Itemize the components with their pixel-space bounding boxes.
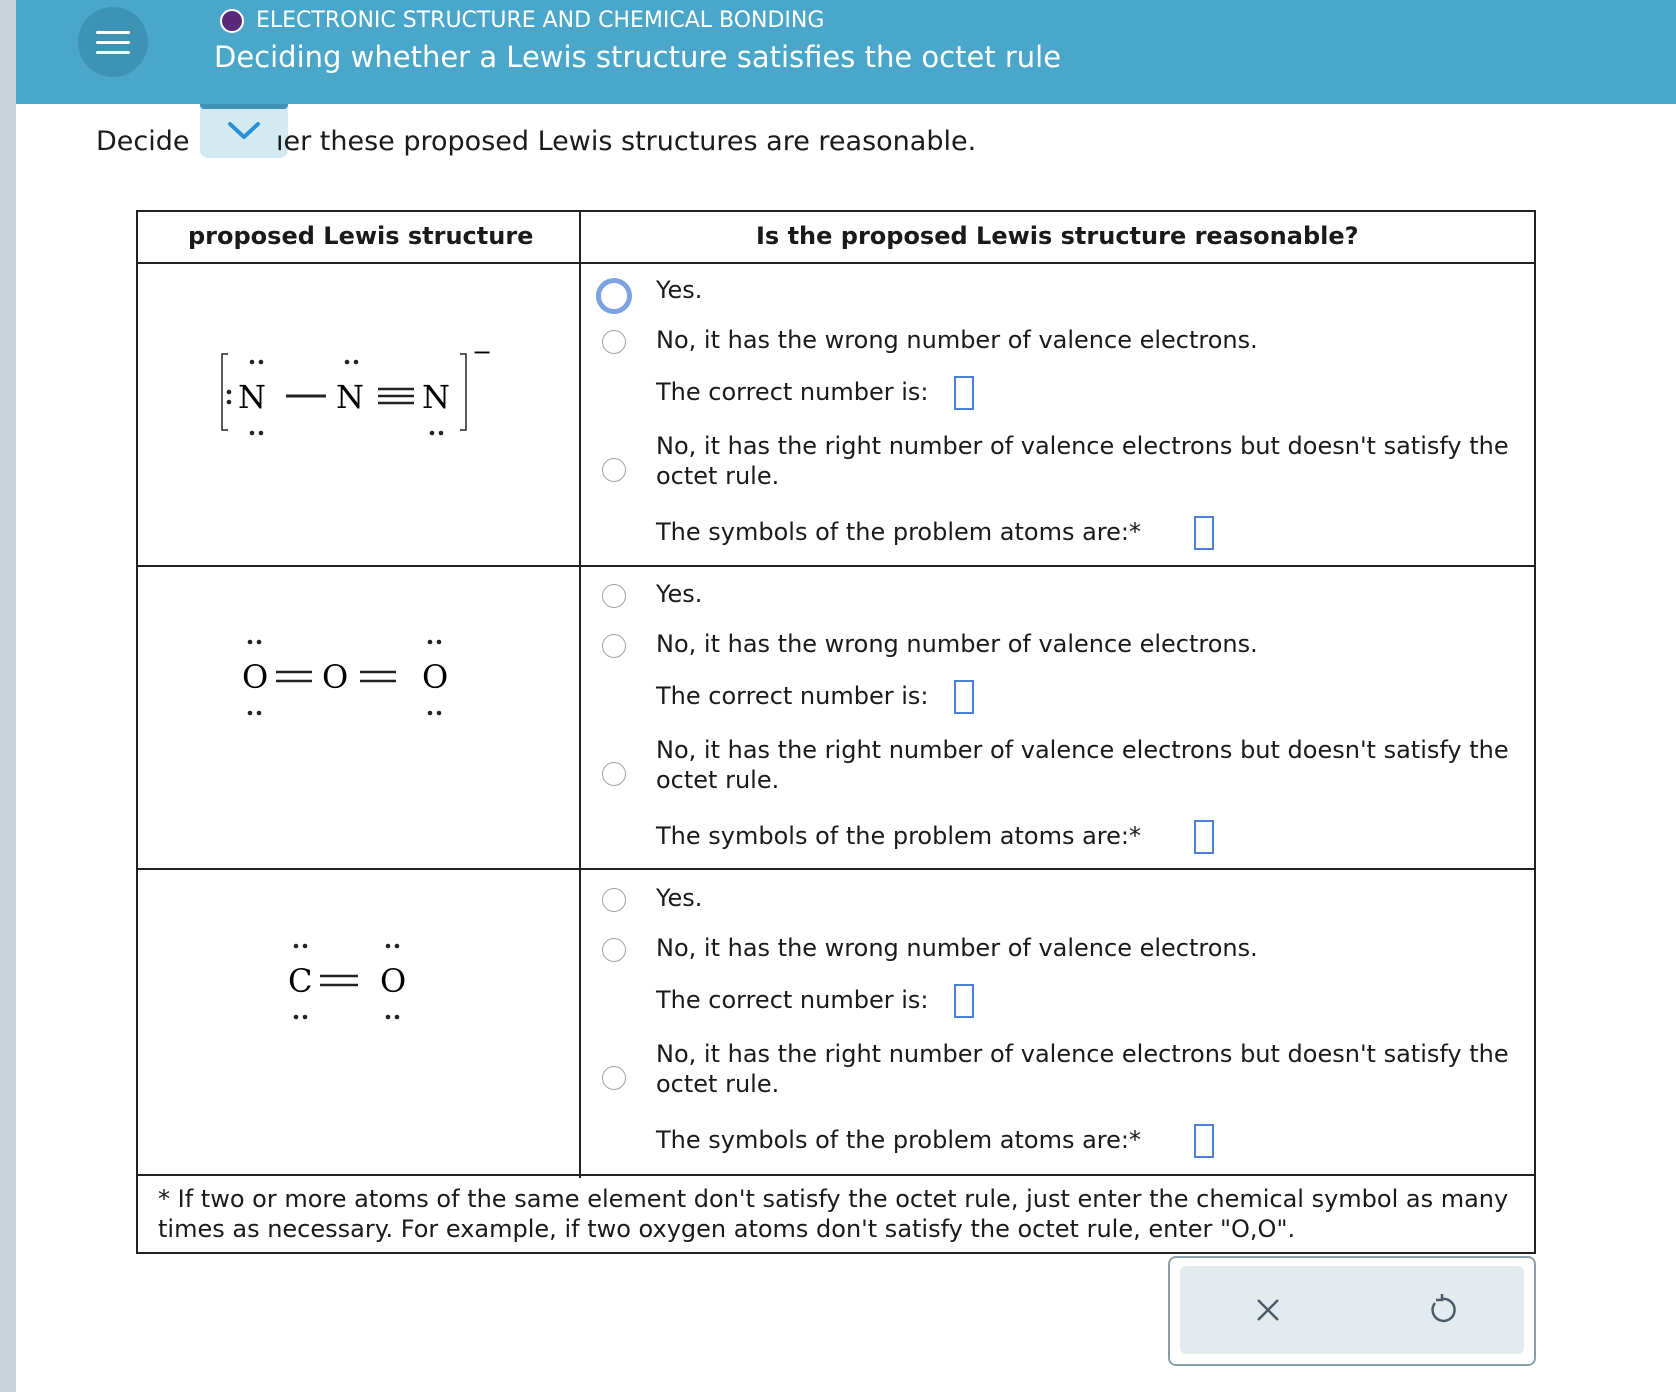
radio-yes-1[interactable] xyxy=(596,278,632,314)
atom-label: O xyxy=(380,962,407,1000)
option-wrong-label: No, it has the wrong number of valence electrons. xyxy=(656,934,1258,962)
atom-label: O xyxy=(322,658,349,696)
radio-right-2[interactable] xyxy=(602,762,626,786)
option-wrong-label: No, it has the wrong number of valence electrons. xyxy=(656,630,1258,658)
collapse-toggle-button[interactable] xyxy=(200,104,288,158)
correct-number-input-3[interactable] xyxy=(954,984,974,1018)
x-icon xyxy=(1250,1292,1286,1328)
page-title: Deciding whether a Lewis structure satisfies the octet rule xyxy=(214,40,1062,74)
option-right-label-cont: octet rule. xyxy=(656,462,780,490)
radio-yes-2[interactable] xyxy=(602,584,626,608)
problem-atoms-input-1[interactable] xyxy=(1194,516,1214,550)
atom-label: O xyxy=(422,658,449,696)
problem-atoms-label: The symbols of the problem atoms are:* xyxy=(656,822,1141,850)
problem-atoms-input-2[interactable] xyxy=(1194,820,1214,854)
radio-wrong-2[interactable] xyxy=(602,634,626,658)
menu-button[interactable] xyxy=(78,7,148,77)
problem-atoms-label: The symbols of the problem atoms are:* xyxy=(656,1126,1141,1154)
atom-label: O xyxy=(242,658,269,696)
undo-icon xyxy=(1424,1292,1460,1328)
option-yes-label: Yes. xyxy=(656,580,703,608)
lewis-table xyxy=(136,210,1536,1254)
option-right-label: No, it has the right number of valence electrons but doesn't satisfy the xyxy=(656,1040,1509,1068)
radio-wrong-3[interactable] xyxy=(602,938,626,962)
problem-atoms-input-3[interactable] xyxy=(1194,1124,1214,1158)
menu-icon xyxy=(96,31,130,34)
option-wrong-label: No, it has the wrong number of valence electrons. xyxy=(656,326,1258,354)
charge-label: − xyxy=(472,338,493,366)
column-header-reasonable: Is the proposed Lewis structure reasonable? xyxy=(756,222,1359,250)
correct-number-input-2[interactable] xyxy=(954,680,974,714)
radio-wrong-1[interactable] xyxy=(602,330,626,354)
option-right-label: No, it has the right number of valence electrons but doesn't satisfy the xyxy=(656,736,1509,764)
clear-button[interactable] xyxy=(1250,1292,1286,1328)
radio-yes-3[interactable] xyxy=(602,888,626,912)
option-right-label: No, it has the right number of valence electrons but doesn't satisfy the xyxy=(656,432,1509,460)
lewis-structure-co xyxy=(284,936,444,1056)
topic-label: ELECTRONIC STRUCTURE AND CHEMICAL BONDING xyxy=(256,8,825,33)
atom-label: N xyxy=(422,378,450,416)
radio-right-1[interactable] xyxy=(602,458,626,482)
chevron-down-icon xyxy=(224,120,264,142)
footnote: * If two or more atoms of the same element don't satisfy the octet rule, just enter the chemical symbol as many times as necessary. For example, if two oxygen atoms don't satisfy the octet rule, enter "O,O". xyxy=(158,1185,1509,1243)
undo-button[interactable] xyxy=(1424,1292,1460,1328)
answer-tools-panel xyxy=(1168,1256,1536,1366)
atom-label: C xyxy=(288,962,313,1000)
option-yes-label: Yes. xyxy=(656,884,703,912)
left-edge-bar xyxy=(0,0,16,1392)
problem-atoms-label: The symbols of the problem atoms are:* xyxy=(656,518,1141,546)
topic-status-icon xyxy=(220,9,244,33)
correct-number-label: The correct number is: xyxy=(656,986,929,1014)
correct-number-label: The correct number is: xyxy=(656,682,929,710)
radio-right-3[interactable] xyxy=(602,1066,626,1090)
lewis-structure-o3 xyxy=(236,632,476,752)
option-yes-label: Yes. xyxy=(656,276,703,304)
header-bar xyxy=(16,0,1676,104)
option-right-label-cont: octet rule. xyxy=(656,1070,780,1098)
atom-label: N xyxy=(238,378,266,416)
option-right-label-cont: octet rule. xyxy=(656,766,780,794)
column-header-structure: proposed Lewis structure xyxy=(188,222,534,250)
correct-number-label: The correct number is: xyxy=(656,378,929,406)
atom-label: N xyxy=(336,378,364,416)
topic-heading xyxy=(220,8,824,33)
correct-number-input-1[interactable] xyxy=(954,376,974,410)
lewis-structure-n3 xyxy=(216,332,506,452)
